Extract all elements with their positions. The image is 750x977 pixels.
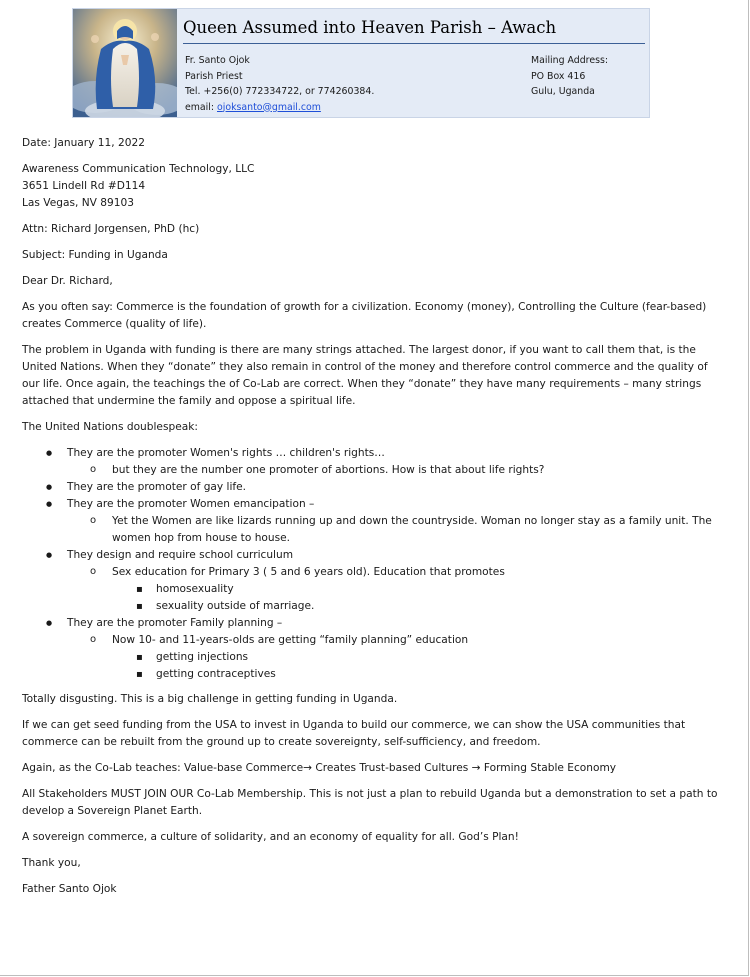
recipient-street: 3651 Lindell Rd #D114 xyxy=(22,180,146,192)
paragraph-2: The problem in Uganda with funding is there are many strings attached. The largest donor, if you want to call them that, is the United Nations. When they “donate” they also remain in control of the money and therefore control commerce and the quality of our life. Once again, the teachings the of Co-Lab are correct. When they “donate” they have many requirements – many strings attached that undermine the family and oppose a spiritual life. xyxy=(22,344,708,407)
list-item: o Now 10- and 11-years-olds are getting “family planning” education xyxy=(22,632,722,649)
priest-info xyxy=(185,53,374,115)
list-item: ● They are the promoter Family planning – xyxy=(22,615,722,632)
list-item: ▪ homosexuality xyxy=(22,581,722,598)
closing: Thank you, xyxy=(22,857,81,869)
mailing-address xyxy=(531,53,608,100)
priest-email-line xyxy=(185,100,374,116)
letter-body xyxy=(22,135,722,898)
list-item: o but they are the number one promoter of abortions. How is that about life rights? xyxy=(22,462,722,479)
doublespeak-list xyxy=(22,445,722,683)
paragraph-4: If we can get seed funding from the USA to invest in Uganda to build our commerce, we can show the USA communities that commerce can be rebuilt from the ground up to create sovereignty, self-sufficiency, and freedom. xyxy=(22,719,686,748)
attn-line: Attn: Richard Jorgensen, PhD (hc) xyxy=(22,223,200,235)
list-item: ▪ sexuality outside of marriage. xyxy=(22,598,722,615)
email-label: email: xyxy=(185,101,217,113)
list-item: ● They are the promoter of gay life. xyxy=(22,479,722,496)
parish-title: Queen Assumed into Heaven Parish – Awach xyxy=(183,15,645,44)
list-item: ▪ getting injections xyxy=(22,649,722,666)
madonna-image xyxy=(73,9,177,117)
po-box: PO Box 416 xyxy=(531,70,586,82)
priest-name: Fr. Santo Ojok xyxy=(185,55,250,66)
list-intro: The United Nations doublespeak: xyxy=(22,421,198,433)
priest-phone: Tel. +256(0) 772334722, or 774260384. xyxy=(185,86,375,97)
paragraph-7: A sovereign commerce, a culture of solidarity, and an economy of equality for all. God’s Plan! xyxy=(22,831,519,843)
paragraph-5: Again, as the Co-Lab teaches: Value-base Commerce→ Creates Trust-based Cultures → Forming Stable Economy xyxy=(22,762,617,774)
list-item: ● They are the promoter Women emancipation – xyxy=(22,496,722,513)
salutation: Dear Dr. Richard, xyxy=(22,275,113,287)
paragraph-3: Totally disgusting. This is a big challenge in getting funding in Uganda. xyxy=(22,693,398,705)
letterhead xyxy=(72,8,650,118)
mailing-city: Gulu, Uganda xyxy=(531,86,595,97)
signature: Father Santo Ojok xyxy=(22,883,117,895)
recipient-city: Las Vegas, NV 89103 xyxy=(22,197,134,209)
paragraph-1: As you often say: Commerce is the foundation of growth for a civilization. Economy (money), Controlling the Culture (fear-based) creates Commerce (quality of life). xyxy=(22,301,707,330)
recipient-company: Awareness Communication Technology, LLC xyxy=(22,163,255,175)
letter-date: Date: January 11, 2022 xyxy=(22,137,145,149)
email-link[interactable]: ojoksanto@gmail.com xyxy=(217,101,321,113)
subject-line: Subject: Funding in Uganda xyxy=(22,249,168,261)
priest-role: Parish Priest xyxy=(185,70,243,82)
list-item: ● They design and require school curriculum xyxy=(22,547,722,564)
mailing-label: Mailing Address: xyxy=(531,55,609,66)
list-item: ▪ getting contraceptives xyxy=(22,666,722,683)
paragraph-6: All Stakeholders MUST JOIN OUR Co-Lab Membership. This is not just a plan to rebuild Uganda but a demonstration to set a path to develop a Sovereign Planet Earth. xyxy=(22,788,718,817)
list-item: o Sex education for Primary 3 ( 5 and 6 years old). Education that promotes xyxy=(22,564,722,581)
list-item: ● They are the promoter Women's rights … children's rights… xyxy=(22,445,722,462)
list-item: o Yet the Women are like lizards running up and down the countryside. Woman no longer stay as a family unit. The women hop from house to house. xyxy=(22,513,722,547)
recipient-address xyxy=(22,161,722,212)
